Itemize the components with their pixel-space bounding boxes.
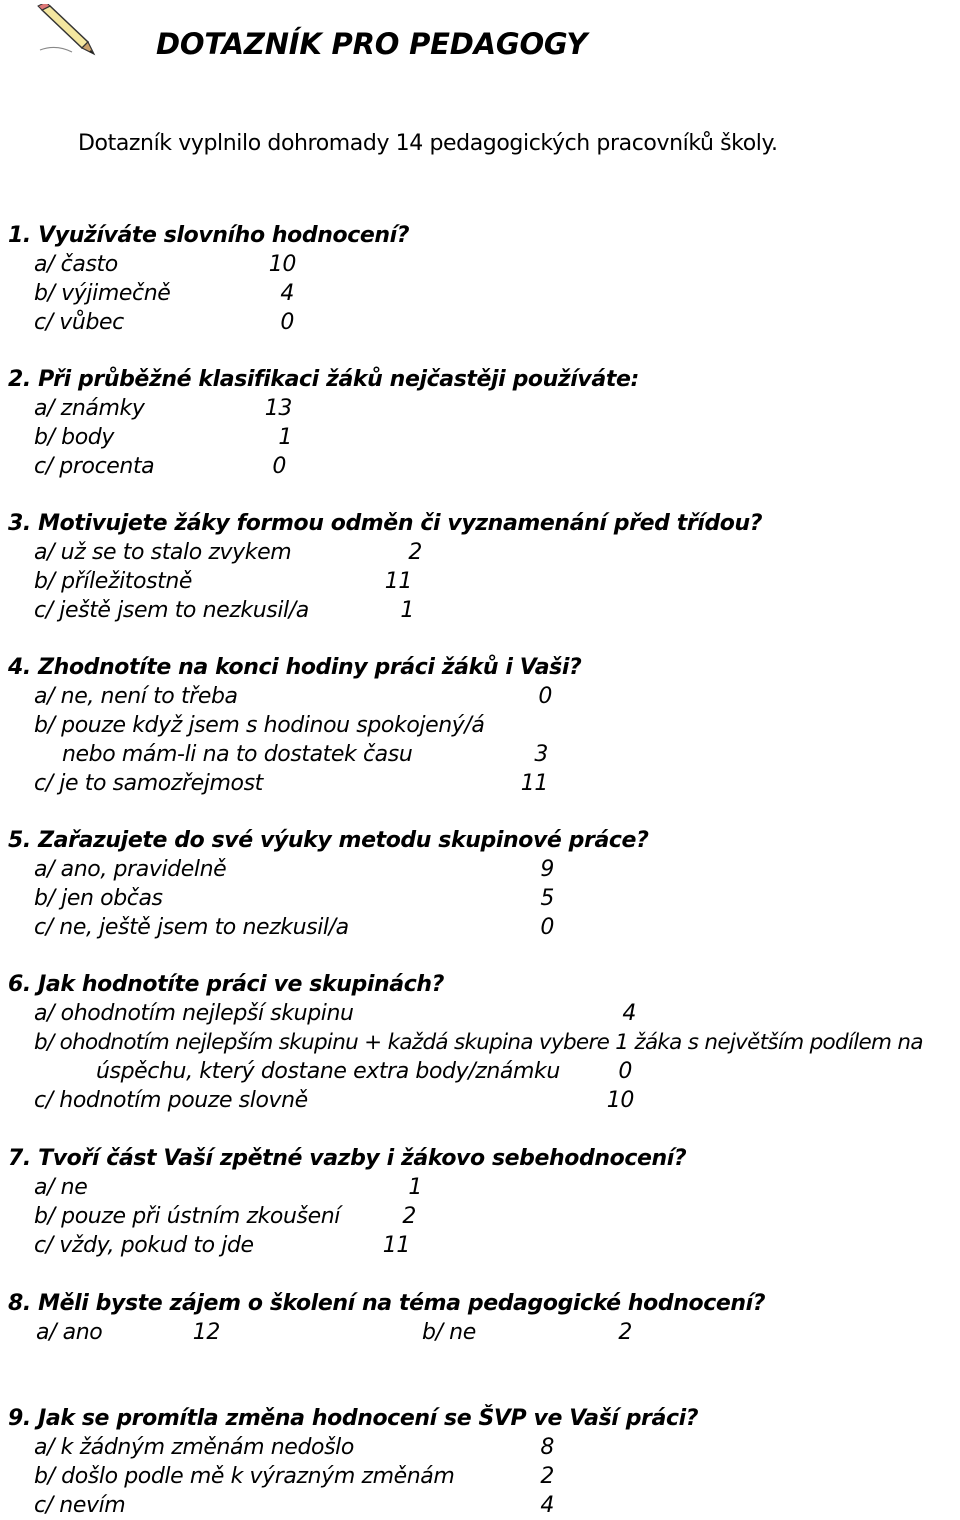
pencil-icon bbox=[36, 4, 96, 56]
q8-count-b: 2 bbox=[618, 1320, 632, 1345]
q9-count-b: 2 bbox=[540, 1464, 554, 1489]
q9-answer-a: a/ k žádným změnám nedošlo bbox=[34, 1435, 354, 1460]
question-8: 8. Měli byste zájem o školení na téma pedagogické hodnocení? bbox=[8, 1291, 766, 1316]
q7-answer-c: c/ vždy, pokud to jde bbox=[34, 1233, 254, 1258]
q5-answer-a: a/ ano, pravidelně bbox=[34, 857, 227, 882]
q3-answer-a: a/ už se to stalo zvykem bbox=[34, 540, 292, 565]
question-2: 2. Při průběžné klasifikaci žáků nejčastěji používáte: bbox=[8, 367, 639, 392]
q9-answer-b: b/ došlo podle mě k výrazným změnám bbox=[34, 1464, 455, 1489]
q4-count-b: 3 bbox=[534, 742, 548, 767]
question-5: 5. Zařazujete do své výuky metodu skupinové práce? bbox=[8, 828, 649, 853]
q5-answer-c: c/ ne, ještě jsem to nezkusil/a bbox=[34, 915, 349, 940]
q6-answer-a: a/ ohodnotím nejlepší skupinu bbox=[34, 1001, 354, 1026]
q7-count-b: 2 bbox=[402, 1204, 416, 1229]
q6-answer-b: b/ ohodnotím nejlepším skupinu + každá skupina vybere 1 žáka s největším podílem na bbox=[34, 1030, 923, 1055]
q3-count-c: 1 bbox=[400, 598, 414, 623]
q4-count-c: 11 bbox=[520, 771, 548, 796]
q4-answer-b: b/ pouze když jsem s hodinou spokojený/á bbox=[34, 713, 485, 738]
q4-answer-c: c/ je to samozřejmost bbox=[34, 771, 263, 796]
q6-answer-c: c/ hodnotím pouze slovně bbox=[34, 1088, 308, 1113]
q1-count-a: 10 bbox=[268, 252, 296, 277]
q3-count-a: 2 bbox=[408, 540, 422, 565]
q2-answer-c: c/ procenta bbox=[34, 454, 155, 479]
q9-answer-c: c/ nevím bbox=[34, 1493, 126, 1518]
q1-count-c: 0 bbox=[280, 310, 294, 335]
q5-answer-b: b/ jen občas bbox=[34, 886, 163, 911]
question-9: 9. Jak se promítla změna hodnocení se ŠVP ve Vaší práci? bbox=[8, 1406, 699, 1431]
q3-answer-c: c/ ještě jsem to nezkusil/a bbox=[34, 598, 309, 623]
q3-answer-b: b/ příležitostně bbox=[34, 569, 193, 594]
question-3: 3. Motivujete žáky formou odměn či vyznamenání před třídou? bbox=[8, 511, 763, 536]
q6-count-c: 10 bbox=[606, 1088, 634, 1113]
q7-count-c: 11 bbox=[382, 1233, 410, 1258]
q1-answer-b: b/ výjimečně bbox=[34, 281, 171, 306]
q7-count-a: 1 bbox=[408, 1175, 422, 1200]
q5-count-b: 5 bbox=[540, 886, 554, 911]
q2-answer-b: b/ body bbox=[34, 425, 114, 450]
q8-answer-b: b/ ne bbox=[422, 1320, 476, 1345]
q8-answer-a: a/ ano bbox=[36, 1320, 103, 1345]
q2-count-c: 0 bbox=[272, 454, 286, 479]
q5-count-a: 9 bbox=[540, 857, 554, 882]
q5-count-c: 0 bbox=[540, 915, 554, 940]
q4-count-a: 0 bbox=[538, 684, 552, 709]
q6-count-b: 0 bbox=[618, 1059, 632, 1084]
question-4: 4. Zhodnotíte na konci hodiny práci žáků i Vaši? bbox=[8, 655, 582, 680]
q2-count-b: 1 bbox=[278, 425, 292, 450]
intro-text: Dotazník vyplnilo dohromady 14 pedagogických pracovníků školy. bbox=[78, 131, 778, 156]
q8-count-a: 12 bbox=[192, 1320, 220, 1345]
q9-count-c: 4 bbox=[540, 1493, 554, 1518]
q9-count-a: 8 bbox=[540, 1435, 554, 1460]
q1-count-b: 4 bbox=[280, 281, 294, 306]
q6-answer-b-cont: úspěchu, který dostane extra body/známku bbox=[96, 1059, 560, 1084]
q4-answer-b-cont: nebo mám-li na to dostatek času bbox=[62, 742, 413, 767]
q7-answer-b: b/ pouze při ústním zkoušení bbox=[34, 1204, 340, 1229]
q1-answer-c: c/ vůbec bbox=[34, 310, 124, 335]
q3-count-b: 11 bbox=[384, 569, 412, 594]
question-6: 6. Jak hodnotíte práci ve skupinách? bbox=[8, 972, 444, 997]
q4-answer-a: a/ ne, není to třeba bbox=[34, 684, 238, 709]
q6-count-a: 4 bbox=[622, 1001, 636, 1026]
question-1: 1. Využíváte slovního hodnocení? bbox=[8, 223, 410, 248]
q1-answer-a: a/ často bbox=[34, 252, 118, 277]
q7-answer-a: a/ ne bbox=[34, 1175, 88, 1200]
question-7: 7. Tvoří část Vaší zpětné vazby i žákovo sebehodnocení? bbox=[8, 1146, 687, 1171]
q2-answer-a: a/ známky bbox=[34, 396, 145, 421]
page-title: DOTAZNÍK PRO PEDAGOGY bbox=[156, 27, 588, 61]
q2-count-a: 13 bbox=[264, 396, 292, 421]
